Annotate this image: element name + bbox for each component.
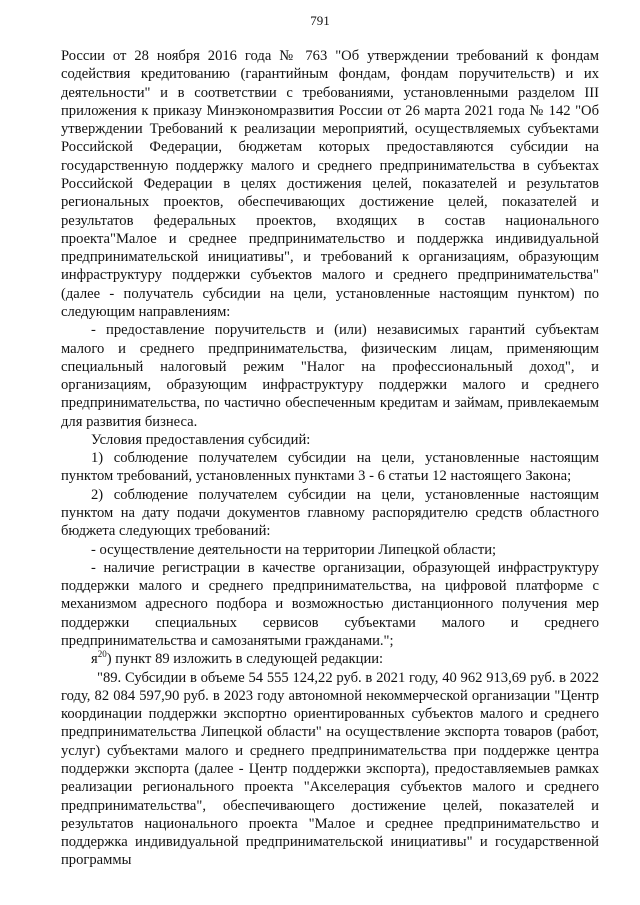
paragraph-condition-2: 2) соблюдение получателем субсидии на цели, установленные настоящим пунктом на дату подачи документов главному распорядителю средств областного бюджета следующих требований: [61, 486, 599, 540]
paragraph-point-89: "89. Субсидии в объеме 54 555 124,22 руб. в 2021 году, 40 962 913,69 руб. в 2022 году, 82 084 597,90 руб. в 2023 году автономной некоммерческой организации "Центр координации поддержки экспортно ориентированных субъектов малого и среднего предпринимательства Липецкой области" на осуществление экспорта товаров (работ, услуг) субъектами малого и среднего предпринимательства при поддержке центра поддержки экспорта (далее - Центр поддержки экспорта), предоставляемыев рамках реализации регионального проекта "Акселерация субъектов малого и среднего предпринимательства", обеспечивающего достижение целей, показателей и результатов национального проекта "Малое и среднее предпринимательство и поддержка индивидуальной предпринимательской инициативы" и государственной программы [61, 669, 599, 869]
paragraph-condition-1: 1) соблюдение получателем субсидии на цели, установленные настоящим пунктом требований, установленных пунктами 3 - 6 статьи 12 настоящего Закона; [61, 450, 599, 485]
page-number: 791 [310, 13, 330, 28]
paragraph-registration: - наличие регистрации в качестве организации, образующей инфраструктуру поддержки малого и среднего предпринимательства, на цифровой платформе с механизмом адресного подбора и возможностью дистанционного получения мер поддержки специальных сервисов субъектами малого и среднего предпринимательства и самозанятыми гражданами."; [61, 559, 599, 649]
amendment-superscript: 20 [97, 649, 107, 660]
paragraph-conditions-heading: Условия предоставления субсидий: [91, 431, 311, 448]
amendment-letter: я [91, 651, 98, 668]
document-body [61, 47, 599, 870]
paragraph-territory: - осуществление деятельности на территории Липецкой области; [91, 541, 497, 558]
paragraph-continuation: России от 28 ноября 2016 года № 763 "Об утверждении требований к фондам содействия кредитованию (гарантийным фондам, фондам поручительств) и их деятельности" и в соответствии с требованиями, установленными разделом III приложения к приказу Минэкономразвития России от 26 марта 2021 года № 142 "Об утверждении Требований к реализации мероприятий, осуществляемых субъектами Российской Федерации, бюджетам которых предоставляются субсидии на государственную поддержку малого и среднего предпринимательства в субъектах Российской Федерации в целях достижения целей, показателей и результатов региональных проектов, обеспечивающих достижение целей, показателей и результатов федеральных проектов, входящих в состав национального проекта"Малое и среднее предпринимательство и поддержка индивидуальной предпринимательской инициативы", и требований к организациям, образующим инфраструктуру поддержки субъектов малого и среднего предпринимательства" (далее - получатель субсидии на цели, установленные настоящим пунктом) по следующим направлениям: [61, 48, 599, 320]
paragraph-amendment [61, 650, 599, 668]
paragraph-guarantees: - предоставление поручительств и (или) независимых гарантий субъектам малого и среднего предпринимательства, физическим лицам, применяющим специальный налоговый режим "Налог на профессиональный доход", и организациям, образующим инфраструктуру поддержки малого и среднего предпринимательства, по частично обеспеченным кредитам и займам, привлекаемым для развития бизнеса. [61, 322, 599, 430]
amendment-text: ) пункт 89 изложить в следующей редакции: [106, 651, 384, 668]
